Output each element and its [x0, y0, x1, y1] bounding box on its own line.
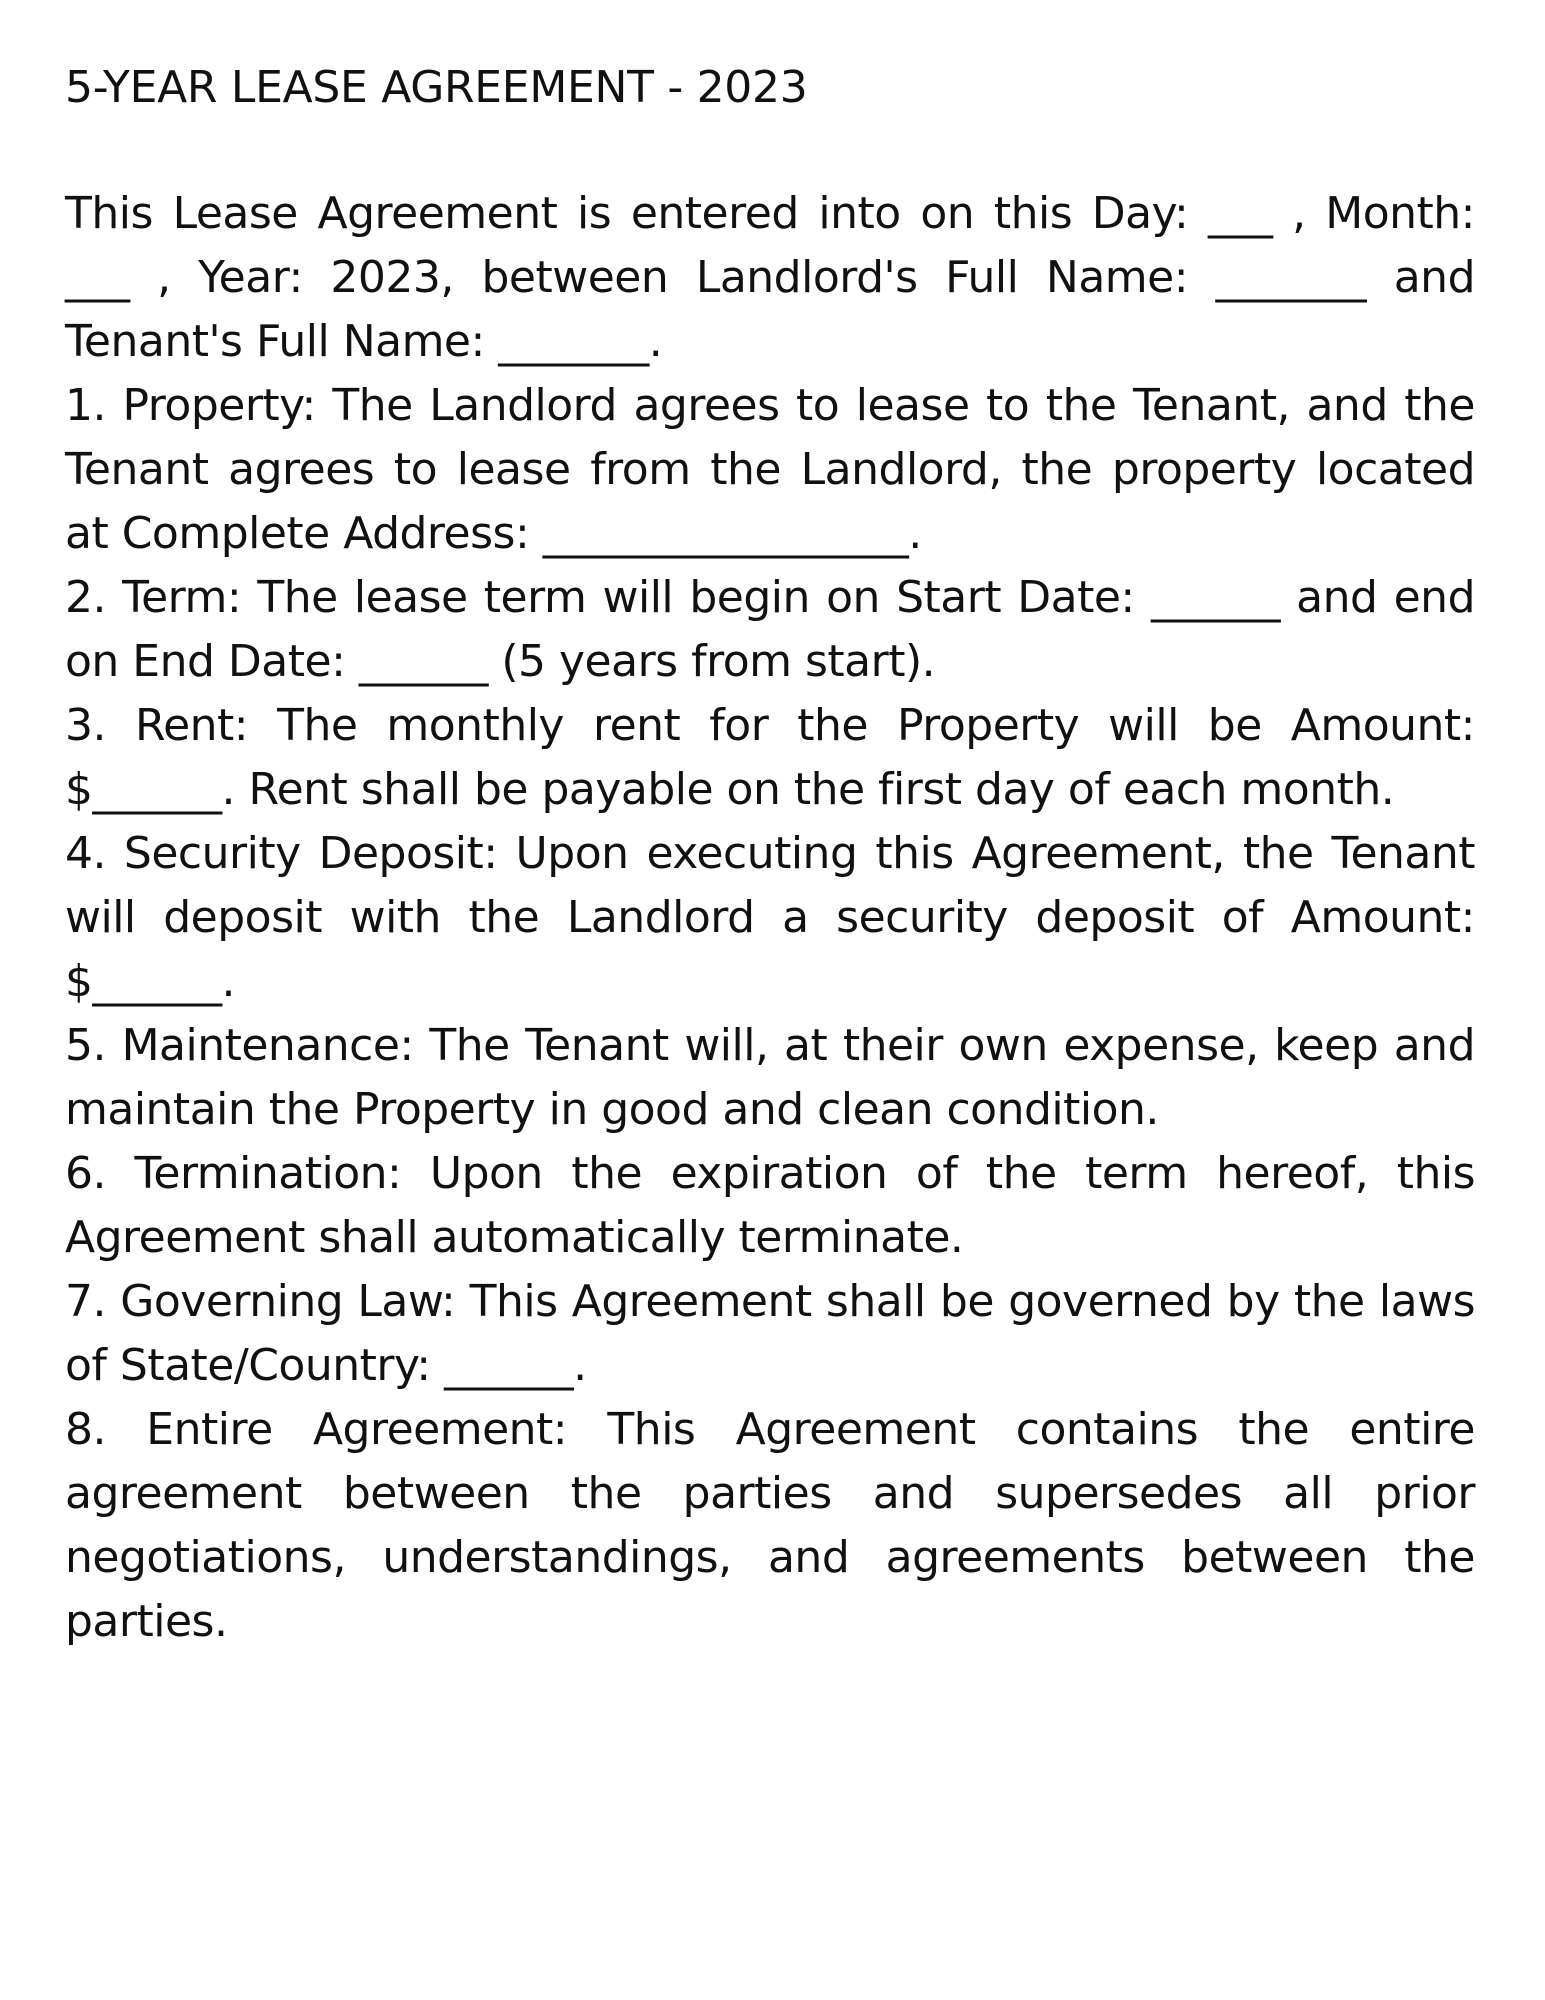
clause-governing-law: 7. Governing Law: This Agreement shall be governed by the laws of State/Country: ______. — [65, 1276, 1475, 1391]
clause-term: 2. Term: The lease term will begin on Start Date: ______ and end on End Date: ______ (5 years from start). — [65, 572, 1475, 687]
document-title: 5-YEAR LEASE AGREEMENT - 2023 — [65, 62, 808, 113]
document-body — [65, 182, 1475, 1654]
intro-paragraph: This Lease Agreement is entered into on this Day: ___ , Month: ___ , Year: 2023, between Landlord's Full Name: _______ and Tenant's Full Name: _______. — [65, 188, 1475, 367]
clause-rent: 3. Rent: The monthly rent for the Property will be Amount: $______. Rent shall be payable on the first day of each month. — [65, 700, 1475, 815]
lease-document — [65, 58, 1475, 1654]
clause-property: 1. Property: The Landlord agrees to lease to the Tenant, and the Tenant agrees to lease from the Landlord, the property located at Complete Address: _________________. — [65, 380, 1475, 559]
clause-entire-agreement: 8. Entire Agreement: This Agreement contains the entire agreement between the parties and supersedes all prior negotiations, understandings, and agreements between the parties. — [65, 1404, 1475, 1647]
clause-termination: 6. Termination: Upon the expiration of the term hereof, this Agreement shall automatically terminate. — [65, 1148, 1475, 1263]
clause-maintenance: 5. Maintenance: The Tenant will, at their own expense, keep and maintain the Property in good and clean condition. — [65, 1020, 1475, 1135]
clause-security-deposit: 4. Security Deposit: Upon executing this Agreement, the Tenant will deposit with the Landlord a security deposit of Amount: $______. — [65, 828, 1475, 1007]
